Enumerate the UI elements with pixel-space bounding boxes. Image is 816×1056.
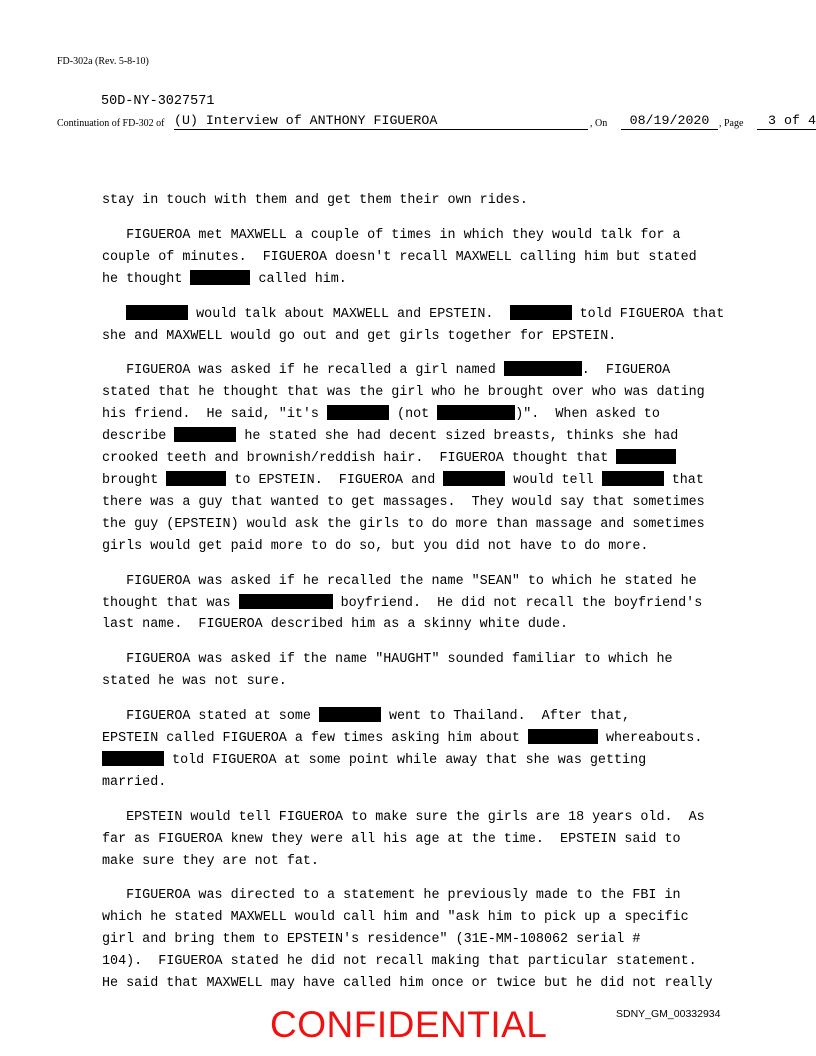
redaction-block — [504, 361, 582, 376]
body-line: . FIGUEROA — [581, 363, 671, 379]
redaction-block — [602, 471, 664, 486]
redaction-block — [443, 471, 505, 486]
body-line: 104). FIGUEROA stated he did not recall making that particular statement. — [102, 954, 697, 970]
page-label: , Page — [719, 118, 744, 129]
confidential-stamp: CONFIDENTIAL — [270, 1004, 548, 1045]
redaction-block — [528, 729, 598, 744]
redaction-block — [166, 471, 226, 486]
body-line: crooked teeth and brownish/reddish hair. FIGUEROA thought that — [102, 451, 617, 467]
on-label: , On — [590, 118, 608, 129]
paragraph-4 — [102, 360, 782, 557]
body-line: he stated she had decent sized breasts, thinks she had — [236, 429, 679, 445]
body-line: EPSTEIN would tell FIGUEROA to make sure the girls are 18 years old. As — [102, 809, 705, 825]
redaction-block — [190, 270, 250, 285]
paragraph-3 — [102, 304, 782, 348]
body-line: the guy (EPSTEIN) would ask the girls to do more than massage and sometimes — [102, 516, 705, 532]
redaction-block — [239, 594, 333, 609]
body-line: last name. FIGUEROA described him as a skinny white dude. — [102, 617, 569, 633]
redaction-block — [437, 405, 515, 420]
body-line: told FIGUEROA at some point while away that she was getting — [164, 752, 647, 768]
date-field — [621, 113, 718, 130]
body-line: FIGUEROA was asked if the name "HAUGHT" sounded familiar to which he — [102, 652, 673, 668]
paragraph-6 — [102, 649, 782, 693]
date-text: 08/19/2020 — [629, 113, 710, 128]
body-line: couple of minutes. FIGUEROA doesn't recall MAXWELL calling him but stated — [102, 249, 697, 265]
body-line: brought — [102, 472, 167, 488]
body-line: called him. — [250, 271, 347, 287]
bates-number: SDNY_GM_00332934 — [616, 1008, 721, 1020]
redaction-block — [510, 305, 572, 320]
form-id: FD-302a (Rev. 5-8-10) — [57, 56, 149, 67]
paragraph-8 — [102, 807, 782, 873]
paragraph-9 — [102, 885, 782, 995]
body-line: EPSTEIN called FIGUEROA a few times asking him about — [102, 731, 528, 747]
body-line: )". When asked to — [515, 407, 660, 423]
body-line: to EPSTEIN. FIGUEROA and — [226, 472, 444, 488]
body-line: FIGUEROA was directed to a statement he previously made to the FBI in — [102, 888, 681, 904]
redaction-block — [126, 305, 188, 320]
body-line: He said that MAXWELL may have called him once or twice but he did not really — [102, 976, 713, 992]
redaction-block — [616, 449, 676, 464]
body-line: stay in touch with them and get them their own rides. — [102, 193, 528, 208]
body-line: which he stated MAXWELL would call him and "ask him to pick up a specific — [102, 910, 689, 926]
body-line: told FIGUEROA that — [571, 306, 725, 322]
body-line: (not — [389, 407, 438, 423]
body-line: went to Thailand. After that, — [380, 709, 631, 725]
body-line: would tell — [505, 472, 602, 488]
body-line: married. — [102, 774, 167, 790]
report-body — [102, 190, 782, 1008]
page-field — [757, 113, 816, 130]
body-line: that — [663, 472, 704, 488]
subject-field — [174, 113, 588, 130]
subject-text: (U) Interview of ANTHONY FIGUEROA — [174, 113, 438, 128]
redaction-block — [327, 405, 389, 420]
paragraph-7 — [102, 706, 782, 794]
body-line: stated he was not sure. — [102, 674, 287, 690]
redaction-block — [174, 427, 236, 442]
body-line: stated that he thought that was the girl who he brought over who was dating — [102, 385, 705, 401]
continuation-row — [57, 113, 816, 133]
body-line: whereabouts. — [597, 731, 703, 747]
page-text: 3 of 4 — [768, 113, 816, 128]
redaction-block — [102, 751, 164, 766]
body-line: girls would get paid more to do so, but you did not have to do more. — [102, 538, 649, 554]
file-number: 50D-NY-3027571 — [101, 94, 215, 109]
paragraph-2 — [102, 225, 782, 291]
body-line: far as FIGUEROA knew they were all his age at the time. EPSTEIN said to — [102, 831, 681, 847]
redaction-block — [319, 707, 381, 722]
body-line: there was a guy that wanted to get massages. They would say that sometimes — [102, 494, 705, 510]
body-line: FIGUEROA met MAXWELL a couple of times in which they would talk for a — [102, 227, 681, 243]
paragraph-1 — [102, 190, 782, 212]
body-line: FIGUEROA was asked if he recalled the name "SEAN" to which he stated he — [102, 573, 697, 589]
paragraph-5 — [102, 571, 782, 637]
body-line: he thought — [102, 271, 191, 287]
body-line: make sure they are not fat. — [102, 853, 319, 869]
body-line: she and MAXWELL would go out and get girls together for EPSTEIN. — [102, 328, 617, 344]
body-line: his friend. He said, "it's — [102, 407, 327, 423]
body-line: FIGUEROA stated at some — [102, 709, 319, 725]
body-line: would talk about MAXWELL and EPSTEIN. — [188, 306, 510, 322]
body-line: describe — [102, 429, 175, 445]
body-line: girl and bring them to EPSTEIN's residence" (31E-MM-108062 serial # — [102, 932, 641, 948]
continuation-label: Continuation of FD-302 of — [57, 118, 165, 129]
body-line: thought that was — [102, 595, 239, 611]
body-line: FIGUEROA was asked if he recalled a girl named — [102, 363, 504, 379]
body-line: boyfriend. He did not recall the boyfriend's — [332, 595, 703, 611]
